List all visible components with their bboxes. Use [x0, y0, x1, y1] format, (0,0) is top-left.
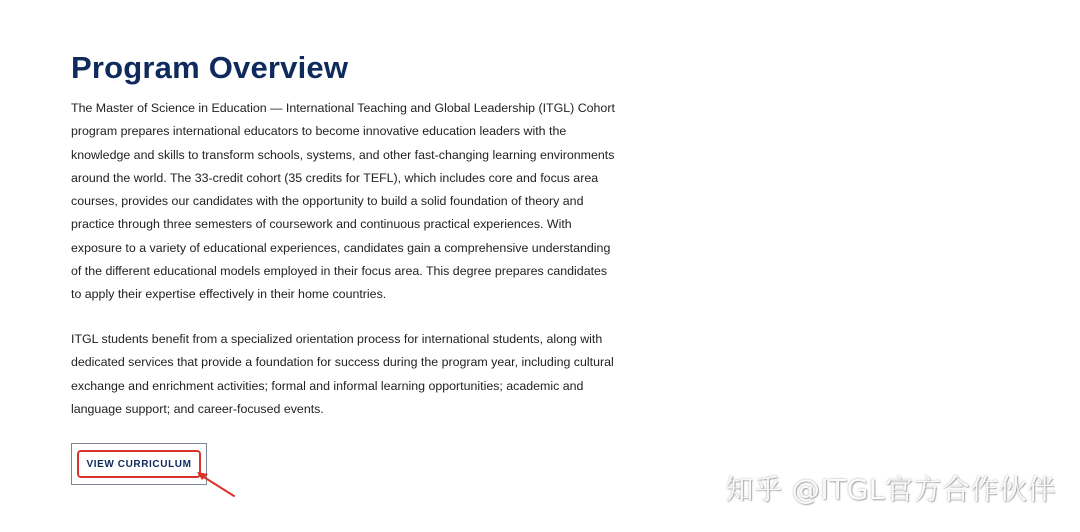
arrow-pointer-icon	[196, 470, 240, 500]
overview-paragraph-1: The Master of Science in Education — International Teaching and Global Leadership (ITGL) Cohort program prepares international educators to become innovative education leaders with the knowledge and skills to transform schools, systems, and other fast-changing learning environments around the world. The 33-credit cohort (35 credits for TEFL), which includes core and focus area courses, provides our candidates with the opportunity to build a solid foundation of theory and practice through three semesters of coursework and continuous practical experiences. With exposure to a variety of educational experiences, candidates gain a comprehensive understanding of the different educational models employed in their focus area. This degree prepares candidates to apply their expertise effectively in their home countries.	[71, 101, 615, 302]
watermark: 知乎 @ITGL官方合作伙伴	[725, 473, 1056, 506]
annotation-highlight-box	[77, 450, 201, 478]
page-title: Program Overview	[71, 50, 349, 85]
view-curriculum-button[interactable]	[71, 443, 207, 485]
view-curriculum-label: VIEW CURRICULUM	[86, 458, 192, 470]
overview-paragraph-2: ITGL students benefit from a specialized orientation process for international students, along with dedicated services that provide a foundation for success during the program year, including cultural exchange and enrichment activities; formal and informal learning opportunities; academic and language support; and career-focused events.	[71, 332, 614, 416]
